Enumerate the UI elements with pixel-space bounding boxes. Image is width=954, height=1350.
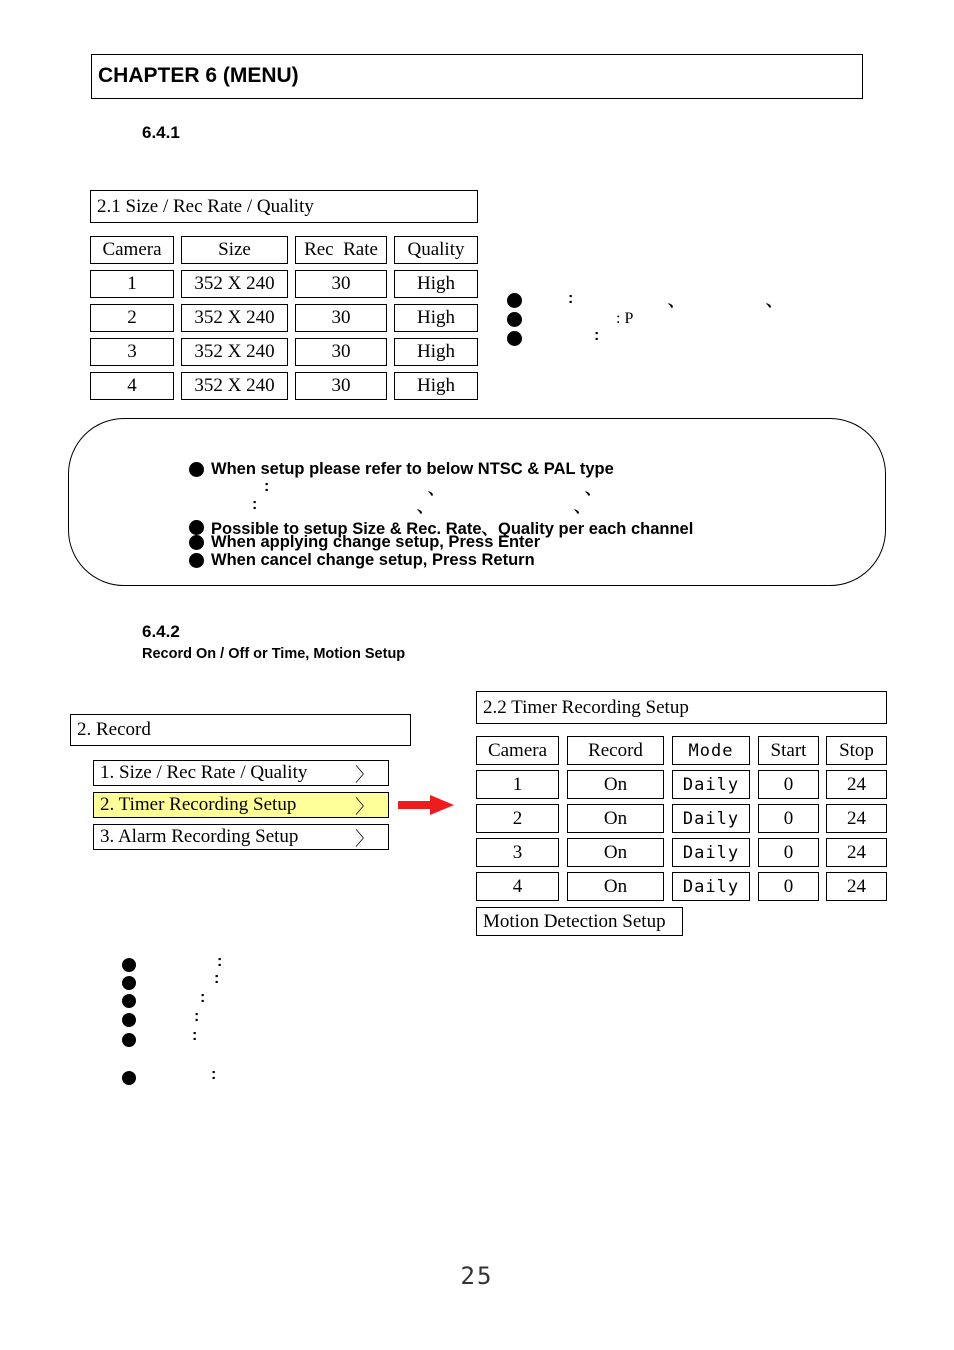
timer-cell[interactable]: Daily <box>672 770 750 799</box>
timer-cell[interactable]: 0 <box>758 872 819 901</box>
colon-mark: : <box>217 953 223 970</box>
menu-item-alarm-recording-setup[interactable] <box>93 824 389 850</box>
size-cell[interactable]: High <box>394 270 478 298</box>
timer-col-camera: Camera <box>476 736 559 765</box>
section-number-641: 6.4.1 <box>142 123 180 142</box>
colon-mark: : <box>594 327 600 344</box>
bullet-icon <box>122 958 136 972</box>
timer-cell[interactable]: On <box>567 838 664 867</box>
record-menu-title: 2. Record <box>70 714 411 746</box>
size-col-size: Size <box>181 236 288 264</box>
colon-mark: : <box>252 496 258 513</box>
size-cell[interactable]: 1 <box>90 270 174 298</box>
colon-mark: : <box>214 970 220 987</box>
size-cell[interactable]: 352 X 240 <box>181 338 288 366</box>
size-cell[interactable]: High <box>394 304 478 332</box>
comma-mark: 、 <box>766 293 783 310</box>
size-cell[interactable]: 30 <box>295 338 387 366</box>
note-line: Possible to setup Size & Rec. Rate、Quality per each channel <box>189 515 693 539</box>
timer-cell[interactable]: Daily <box>672 838 750 867</box>
size-cell[interactable]: 30 <box>295 270 387 298</box>
timer-cell[interactable]: 0 <box>758 770 819 799</box>
timer-cell[interactable]: Daily <box>672 804 750 833</box>
size-cell[interactable]: 30 <box>295 372 387 400</box>
size-cell[interactable]: 4 <box>90 372 174 400</box>
timer-col-record: Record <box>567 736 664 765</box>
bullet-icon <box>122 1013 136 1027</box>
colon-mark: : <box>194 1008 200 1025</box>
chapter-header <box>91 54 863 99</box>
p-fragment: : P <box>616 310 634 327</box>
colon-mark: : <box>264 478 270 495</box>
timer-cell[interactable]: On <box>567 770 664 799</box>
size-cell[interactable]: High <box>394 372 478 400</box>
timer-cell[interactable]: 24 <box>826 838 887 867</box>
section-subtitle-642: Record On / Off or Time, Motion Setup <box>142 646 406 662</box>
size-cell[interactable]: 2 <box>90 304 174 332</box>
size-col-rec-rate: Rec Rate <box>295 236 387 264</box>
size-table-title: 2.1 Size / Rec Rate / Quality <box>90 190 478 223</box>
bullet-icon <box>507 331 522 346</box>
timer-cell[interactable]: Daily <box>672 872 750 901</box>
menu-item-size-rec-rate-quality[interactable] <box>93 760 389 786</box>
comma-mark: 、 <box>417 499 434 516</box>
section-number-642: 6.4.2 <box>142 622 180 641</box>
colon-mark: : <box>200 989 206 1006</box>
timer-cell[interactable]: 0 <box>758 804 819 833</box>
size-cell[interactable]: 352 X 240 <box>181 372 288 400</box>
note-line: When setup please refer to below NTSC & PAL type <box>189 460 614 479</box>
size-cell[interactable]: High <box>394 338 478 366</box>
timer-cell[interactable]: 4 <box>476 872 559 901</box>
bullet-icon <box>122 994 136 1008</box>
chevron-right-icon: 〉 <box>354 796 374 818</box>
timer-cell[interactable]: 0 <box>758 838 819 867</box>
chapter-title: CHAPTER 6 (MENU) <box>98 64 299 87</box>
colon-mark: : <box>568 290 574 307</box>
comma-mark: 、 <box>574 499 591 516</box>
arrow-right-icon <box>396 793 456 817</box>
bullet-icon <box>507 293 522 308</box>
size-cell[interactable]: 30 <box>295 304 387 332</box>
note-line: When applying change setup, Press Enter <box>189 533 540 552</box>
colon-mark: : <box>211 1066 217 1083</box>
size-cell[interactable]: 352 X 240 <box>181 270 288 298</box>
size-cell[interactable]: 352 X 240 <box>181 304 288 332</box>
page-number: 25 <box>460 1262 494 1290</box>
bullet-icon <box>189 553 204 568</box>
timer-col-mode: Mode <box>672 736 750 765</box>
bullet-icon <box>122 1071 136 1085</box>
bullet-icon <box>507 312 522 327</box>
timer-table-title: 2.2 Timer Recording Setup <box>476 691 887 724</box>
timer-col-start: Start <box>758 736 819 765</box>
colon-mark: : <box>192 1027 198 1044</box>
comma-mark: 、 <box>668 293 685 310</box>
bullet-icon <box>189 535 204 550</box>
timer-cell[interactable]: 24 <box>826 770 887 799</box>
timer-cell[interactable]: 24 <box>826 872 887 901</box>
bullet-icon <box>122 1033 136 1047</box>
size-col-quality: Quality <box>394 236 478 264</box>
timer-cell[interactable]: 24 <box>826 804 887 833</box>
note-line: When cancel change setup, Press Return <box>189 551 535 570</box>
menu-item-label: 1. Size / Rec Rate / Quality <box>100 762 308 783</box>
size-col-camera: Camera <box>90 236 174 264</box>
size-cell[interactable]: 3 <box>90 338 174 366</box>
chevron-right-icon: 〉 <box>354 764 374 786</box>
timer-cell[interactable]: On <box>567 804 664 833</box>
bullet-icon <box>189 462 204 477</box>
menu-item-label: 3. Alarm Recording Setup <box>100 826 299 847</box>
chevron-right-icon: 〉 <box>354 828 374 850</box>
menu-item-timer-recording-setup[interactable] <box>93 792 389 818</box>
motion-detection-setup-button[interactable]: Motion Detection Setup <box>476 907 683 936</box>
bullet-icon <box>122 976 136 990</box>
timer-cell[interactable]: 2 <box>476 804 559 833</box>
timer-cell[interactable]: 3 <box>476 838 559 867</box>
comma-mark: 、 <box>428 481 445 498</box>
menu-item-label: 2. Timer Recording Setup <box>100 794 297 815</box>
timer-col-stop: Stop <box>826 736 887 765</box>
timer-cell[interactable]: On <box>567 872 664 901</box>
timer-cell[interactable]: 1 <box>476 770 559 799</box>
comma-mark: 、 <box>585 481 602 498</box>
